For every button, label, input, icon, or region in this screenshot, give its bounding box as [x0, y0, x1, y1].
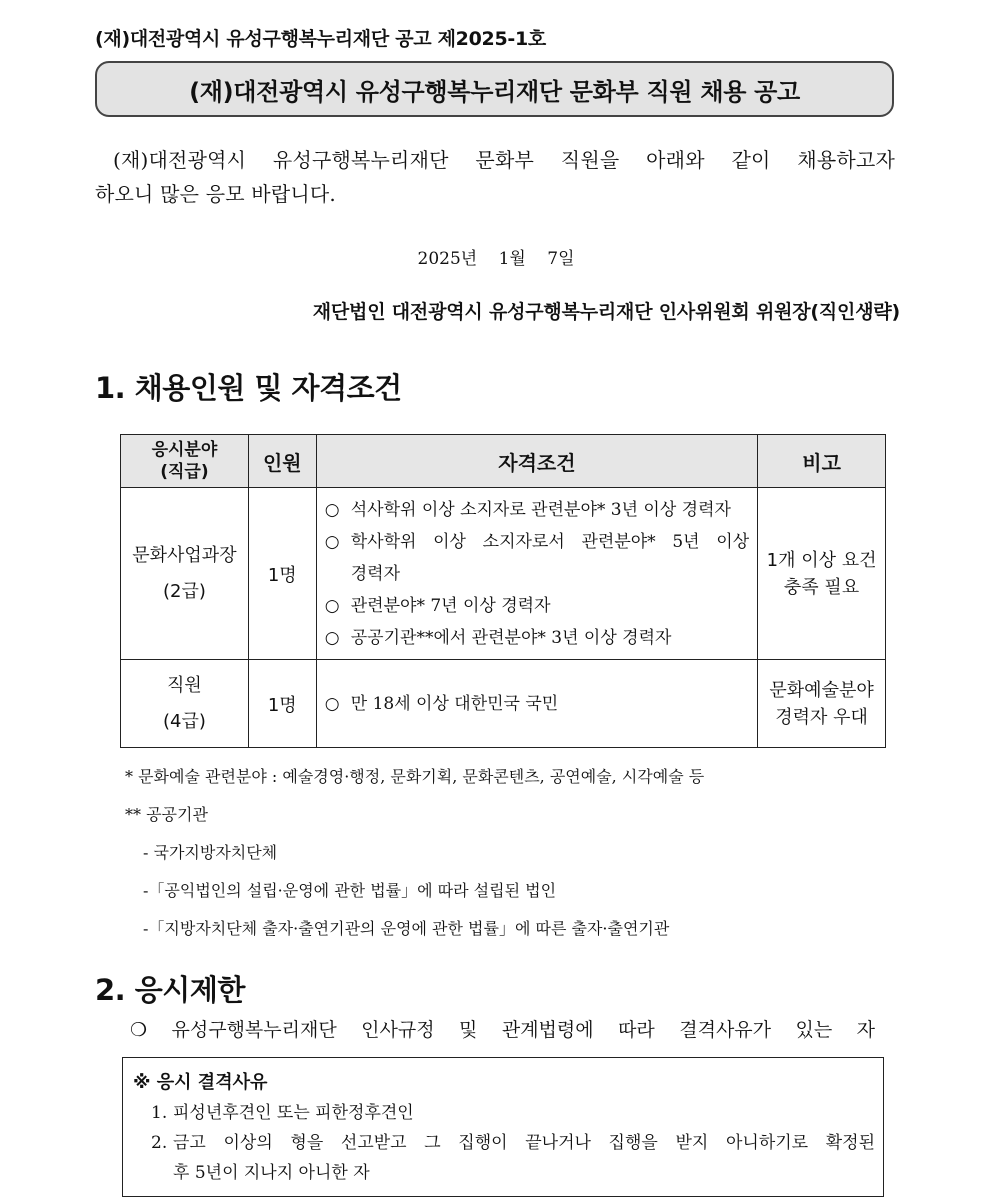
row1-count: 1명	[248, 488, 316, 660]
header-count: 인원	[248, 435, 316, 488]
footnote-subitem: -「공익법인의 설립·운영에 관한 법률」에 따라 설립된 법인	[143, 881, 557, 900]
notice-number: (재)대전광역시 유성구행복누리재단 공고 제2025-1호	[95, 28, 546, 50]
qualification-item	[325, 688, 749, 720]
footnotes	[125, 766, 885, 956]
row1-remark-line2: 충족 필요	[783, 576, 860, 598]
page-title	[95, 61, 894, 117]
qualification-item	[325, 526, 749, 590]
page-title-text: (재)대전광역시 유성구행복누리재단 문화부 직원 채용 공고	[189, 77, 800, 106]
circle-bullet-icon: ○	[324, 499, 340, 520]
circle-bullet-icon: ○	[324, 693, 340, 714]
qualification-text: 만 18세 이상 대한민국 국민	[350, 693, 559, 714]
restriction-text: 유성구행복누리재단 인사규정 및 관계법령에 따라 결격사유가 있는 자	[171, 1019, 875, 1041]
hollow-circle-bullet-icon: ❍	[130, 1019, 148, 1041]
disqualification-title: ※ 응시 결격사유	[133, 1072, 268, 1093]
header-remark: 비고	[758, 435, 886, 488]
row2-remark-line1: 문화예술분야	[769, 679, 874, 701]
row2-remark	[758, 660, 886, 748]
footnote-related-field: * 문화예술 관련분야 : 예술경영·행정, 문화기획, 문화콘텐츠, 공연예술, 시각예술 등	[125, 767, 705, 786]
disqualification-list	[151, 1098, 875, 1188]
row1-field-name: 문화사업과장	[132, 544, 237, 566]
disqualification-box	[122, 1057, 884, 1197]
row1-field	[121, 488, 249, 660]
intro-paragraph	[95, 143, 895, 211]
qualification-item	[325, 622, 749, 654]
table-row	[121, 488, 886, 660]
footnote-subitem: -「지방자치단체 출자·출연기관의 운영에 관한 법률」에 따른 출자·출연기관	[143, 919, 670, 938]
circle-bullet-icon: ○	[324, 531, 340, 552]
date-day: 7일	[547, 249, 575, 269]
header-qualification: 자격조건	[316, 435, 757, 488]
header-field	[121, 435, 249, 488]
header-field-line1: 응시분야	[151, 440, 218, 460]
qualification-text: 공공기관**에서 관련분야* 3년 이상 경력자	[350, 627, 672, 648]
qualification-text: 관련분야* 7년 이상 경력자	[350, 595, 551, 616]
qualification-text-cont: 경력자	[350, 563, 401, 584]
restriction-line	[130, 1015, 875, 1042]
list-item-number: 2.	[151, 1133, 168, 1153]
qualification-text: 학사학위 이상 소지자로서 관련분야* 5년 이상	[350, 531, 750, 552]
table-row	[121, 660, 886, 748]
circle-bullet-icon: ○	[324, 595, 340, 616]
row1-field-grade: (2급)	[162, 580, 206, 602]
intro-line-1: (재)대전광역시 유성구행복누리재단 문화부 직원을 아래와 같이 채용하고자	[113, 148, 895, 172]
footnote-public-institution: ** 공공기관	[125, 805, 208, 824]
table-header-row	[121, 435, 886, 488]
qualification-text: 석사학위 이상 소지자로 관련분야* 3년 이상 경력자	[350, 499, 731, 520]
row1-remark-line1: 1개 이상 요건	[766, 549, 877, 571]
footnote-subitem: - 국가지방자치단체	[143, 843, 278, 862]
date-month: 1월	[498, 249, 526, 269]
row1-remark	[758, 488, 886, 660]
section-1-heading: 1. 채용인원 및 자격조건	[95, 371, 402, 405]
list-item-text: 금고 이상의 형을 선고받고 그 집행이 끝나거나 집행을 받지 아니하기로 확정된	[173, 1133, 875, 1153]
row2-remark-line2: 경력자 우대	[775, 706, 868, 728]
list-item	[151, 1098, 875, 1128]
row2-qualification	[316, 660, 757, 748]
list-item-text: 피성년후견인 또는 피한정후견인	[173, 1103, 414, 1123]
row2-field-grade: (4급)	[162, 710, 206, 732]
qualification-item	[325, 494, 749, 526]
row2-field-name: 직원	[167, 674, 202, 696]
recruitment-table	[120, 434, 886, 748]
issuer-signature: 재단법인 대전광역시 유성구행복누리재단 인사위원회 위원장(직인생략)	[312, 301, 900, 323]
announcement-date	[0, 244, 992, 269]
section-2-heading: 2. 응시제한	[95, 973, 245, 1007]
list-item-number: 1.	[151, 1103, 168, 1123]
list-item-text-cont: 후 5년이 지나지 아니한 자	[173, 1163, 370, 1183]
row2-count: 1명	[248, 660, 316, 748]
header-field-line2: (직급)	[160, 462, 209, 482]
list-item	[151, 1128, 875, 1188]
intro-line-2: 하오니 많은 응모 바랍니다.	[95, 182, 336, 206]
circle-bullet-icon: ○	[324, 627, 340, 648]
qualification-item	[325, 590, 749, 622]
date-year: 2025년	[417, 249, 478, 269]
row2-field	[121, 660, 249, 748]
row1-qualification	[316, 488, 757, 660]
